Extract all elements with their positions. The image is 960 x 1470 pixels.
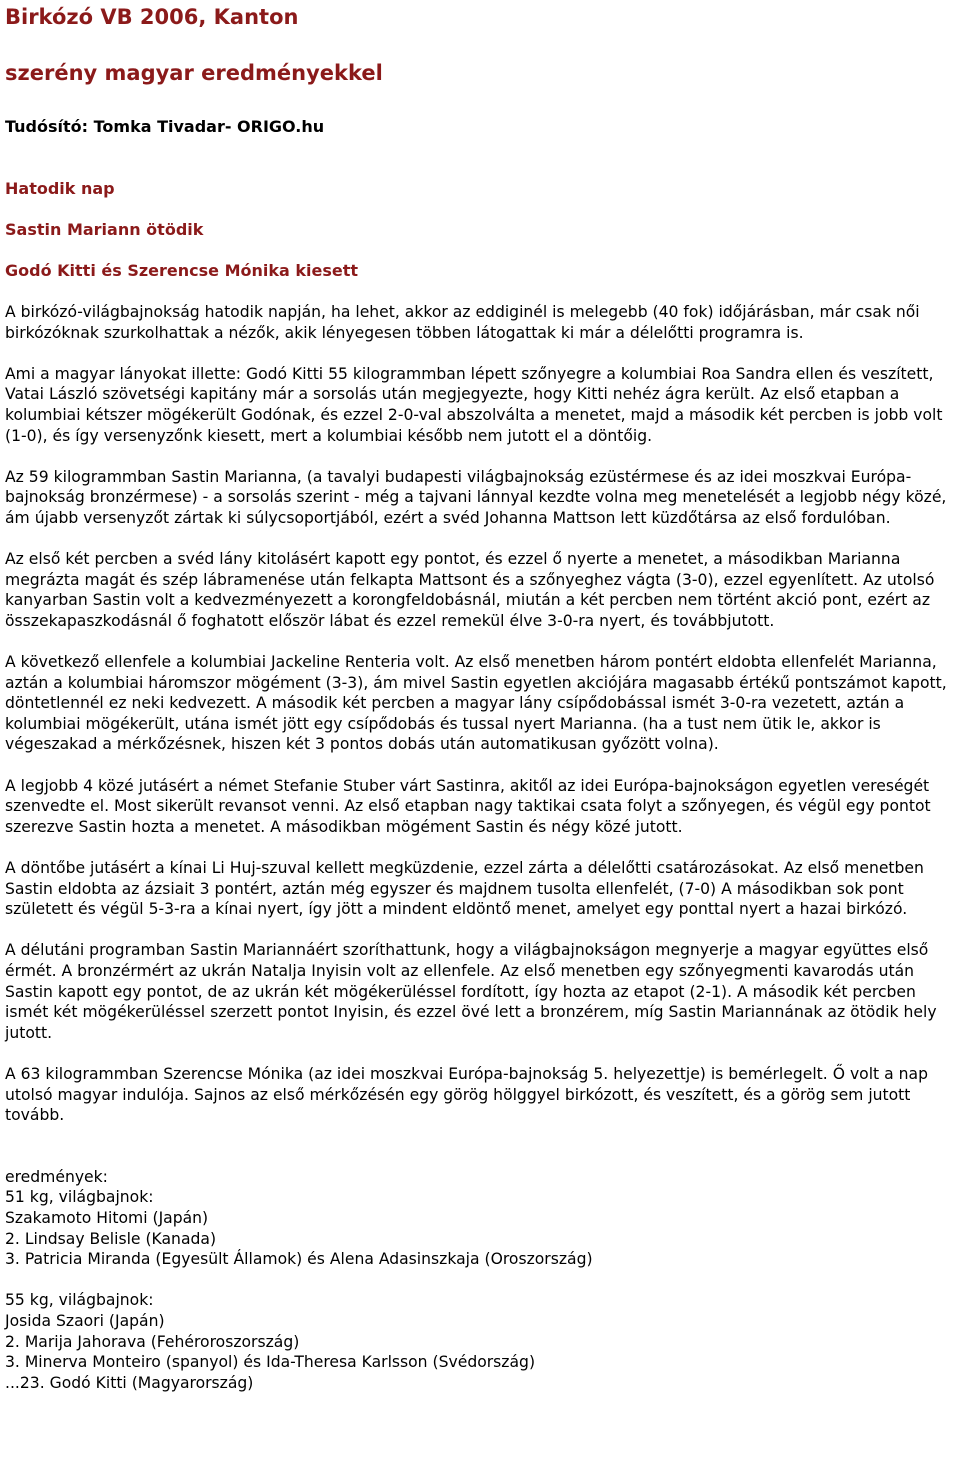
results-spacer xyxy=(5,1270,955,1291)
result-line: Szakamoto Hitomi (Japán) xyxy=(5,1208,209,1227)
results-heading: eredmények: xyxy=(5,1167,108,1186)
result-line: 3. Patricia Miranda (Egyesült Államok) és Alena Adasinszkaja (Oroszország) xyxy=(5,1250,593,1269)
paragraph-semifinal: A döntőbe jutásért a kínai Li Huj-szuval kellett megküzdenie, ezzel zárta a délelőtti csatározásokat. Az első menetben Sastin eldobta az ázsiait 3 pontért, aztán még egyszer és majdnem tusolta ellenfelét, (7-0) A másodikban sok pont született és végül 5-3-ra a kínai nyert, így jött a mindent eldöntő menet, amelyet egy ponttal nyert a hazai birkózó. xyxy=(5,859,924,919)
paragraph-szerencse: A 63 kilogrammban Szerencse Mónika (az idei moszkvai Európa-bajnokság 5. helyezettje) is bemérlegelt. Ő volt a nap utolsó magyar indulója. Sajnos az első mérkőzésén egy görög hölggyel birkózott, és veszített, és a görög sem jutott tovább. xyxy=(5,1064,928,1125)
paragraph-intro: A birkózó-világbajnokság hatodik napján, ha lehet, akkor az eddiginél is melegebb (40 fok) időjárásban, már csak női birkózóknak szurkolhattak a nézők, akik lényegesen többen látogattak ki már a délelőtti programra is. xyxy=(5,303,920,342)
article-subtitle: szerény magyar eredményekkel xyxy=(5,61,383,85)
paragraph-bronze-match: A délutáni programban Sastin Mariannáért szoríthattunk, hogy a világbajnokságon megnyerje a magyar együttes első érmét. A bronzérmért az ukrán Natalja Inyisin volt az ellenfele. Az első menetben egy szőnyegmenti kavarodás után Sastin kapott egy pontot, de az ukrán két mögékerüléssel fordított, így hozta az etapot (2-1). A második két percben ismét két mögékerüléssel szerzett pontot Inyisin, és ezzel övé lett a bronzérem, míg Sastin Mariannának az ötödik hely jutott. xyxy=(5,941,937,1042)
paragraph-quarterfinal: A legjobb 4 közé jutásért a német Stefanie Stuber várt Sastinra, akitől az idei Európa-bajnokságon egyetlen vereségét szenvedte el. Most sikerült revansot venni. Az első etapban nagy taktikai csata folyt a szőnyegen, és végül egy pontot szerezve Sastin hozta a menetet. A másodikban mögément Sastin és négy közé jutott. xyxy=(5,776,931,836)
results-list xyxy=(5,1167,955,1394)
result-line: 3. Minerva Monteiro (spanyol) és Ida-Theresa Karlsson (Svédország) xyxy=(5,1353,536,1372)
byline: Tudósító: Tomka Tivadar- ORIGO.hu xyxy=(5,117,325,136)
subheading-sastin: Sastin Mariann ötödik xyxy=(5,220,204,239)
result-line: Josida Szaori (Japán) xyxy=(5,1311,165,1330)
article xyxy=(5,4,955,1393)
result-line: ...23. Godó Kitti (Magyarország) xyxy=(5,1373,254,1392)
result-line: 2. Marija Jahorava (Fehéroroszország) xyxy=(5,1332,300,1351)
result-line: 2. Lindsay Belisle (Kanada) xyxy=(5,1229,217,1248)
paragraph-round-one: Az első két percben a svéd lány kitolásért kapott egy pontot, és ezzel ő nyerte a menetet, a másodikban Marianna megrázta magát és szép lábramenése után felkapta Mattsont és a szőnyeghez vágta (3-0), ezzel egyenlített. Az utolsó kanyarban Sastin volt a kedvezményezett a korongfeldobásnál, miután a két percben nem történt akció pont, ezért az összekapaszkodásnál ő foghatott először lábat és ezzel remekül élve 3-0-ra nyert, és továbbjutott. xyxy=(5,550,935,630)
result-line: 55 kg, világbajnok: xyxy=(5,1291,154,1310)
paragraph-round-two: A következő ellenfele a kolumbiai Jackeline Renteria volt. Az első menetben három pontért eldobta ellenfelét Marianna, aztán a kolumbiai háromszor mögément (3-3), ám mivel Sastin egyetlen akciójára magasabb értékű pontszámot kapott, döntetlennél ez neki kedvezett. A második két percben a magyar lány csípődobással ismét 3-0-ra vezetett, aztán a kolumbiai mögékerült, utána ismét jött egy csípődobás és tussal nyert Marianna. (ha a tust nem ütik le, akkor is végeszakad a mérkőzésnek, hiszen két 3 pontos dobás után automatikusan győzött volna). xyxy=(5,653,947,754)
day-heading: Hatodik nap xyxy=(5,179,115,198)
paragraph-sastin-draw: Az 59 kilogrammban Sastin Marianna, (a tavalyi budapesti világbajnokság ezüstérmese és az idei moszkvai Európa-bajnokság bronzérmese) - a sorsolás szerint - még a tajvani lánnyal kezdte volna meg menetelését a legjobb négy közé, ám újabb versenyzőt zártak ki súlycsoportjából, ezért a svéd Johanna Mattson lett küzdőtársa az első fordulóban. xyxy=(5,467,947,527)
subheading-eliminated: Godó Kitti és Szerencse Mónika kiesett xyxy=(5,261,359,280)
paragraph-godo: Ami a magyar lányokat illette: Godó Kitti 55 kilogrammban lépett szőnyegre a kolumbiai Roa Sandra ellen és veszített, Vatai László szövetségi kapitány már a sorsolás után megjegyezte, hogy Kitti nehéz ágra került. Az első etapban a kolumbiai kétszer mögékerült Godónak, és ezzel 2-0-val abszolválta a menetet, majd a második két percben is jobb volt (1-0), és így versenyzőnk kiesett, mert a kolumbiai később nem jutott el a döntőig. xyxy=(5,364,943,445)
article-title: Birkózó VB 2006, Kanton xyxy=(5,5,299,29)
result-line: 51 kg, világbajnok: xyxy=(5,1188,154,1207)
